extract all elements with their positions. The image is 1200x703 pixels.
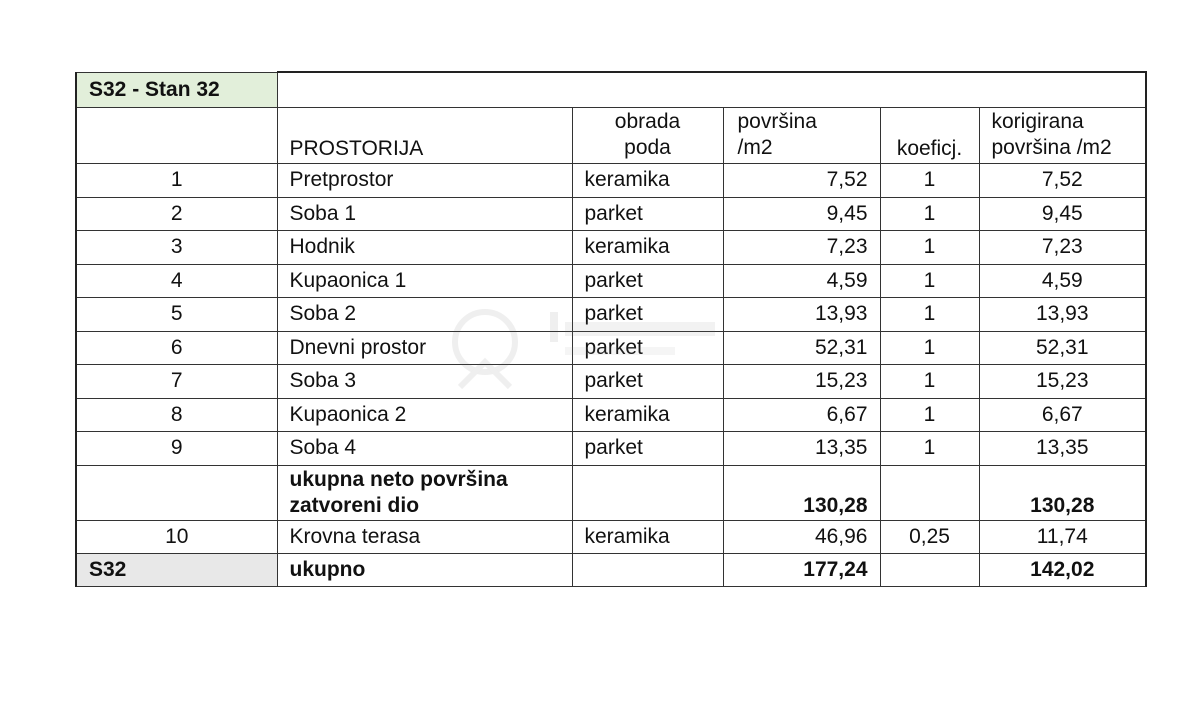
row-coef: 1 xyxy=(880,331,979,365)
subtotal-corrected: 130,28 xyxy=(979,465,1146,520)
row-room: Pretprostor xyxy=(277,164,572,198)
apartment-title: S32 - Stan 32 xyxy=(76,72,277,108)
row-corrected: 9,45 xyxy=(979,197,1146,231)
row-room: Soba 2 xyxy=(277,298,572,332)
row-number: 6 xyxy=(76,331,277,365)
row-room: Dnevni prostor xyxy=(277,331,572,365)
header-corrected xyxy=(979,108,1146,164)
row-area: 7,23 xyxy=(723,231,880,265)
total-label: ukupno xyxy=(277,554,572,587)
terrace-coef: 0,25 xyxy=(880,520,979,554)
header-number xyxy=(76,108,277,164)
row-area: 15,23 xyxy=(723,365,880,399)
row-corrected: 6,67 xyxy=(979,398,1146,432)
row-corrected: 52,31 xyxy=(979,331,1146,365)
apartment-area-table xyxy=(75,71,1145,587)
total-corrected: 142,02 xyxy=(979,554,1146,587)
row-coef: 1 xyxy=(880,164,979,198)
row-floor: keramika xyxy=(572,164,723,198)
subtotal-floor xyxy=(572,465,723,520)
row-area: 13,93 xyxy=(723,298,880,332)
row-room: Soba 4 xyxy=(277,432,572,466)
row-coef: 1 xyxy=(880,298,979,332)
table-row xyxy=(76,331,1146,365)
subtotal-label xyxy=(277,465,572,520)
subtotal-area: 130,28 xyxy=(723,465,880,520)
row-corrected: 15,23 xyxy=(979,365,1146,399)
row-coef: 1 xyxy=(880,432,979,466)
table-row xyxy=(76,264,1146,298)
title-row xyxy=(76,72,1146,108)
total-row xyxy=(76,554,1146,587)
header-area-line1: površina xyxy=(737,110,817,133)
header-corrected-line1: korigirana xyxy=(991,110,1084,133)
header-coef: koeficj. xyxy=(880,108,979,164)
row-number: 8 xyxy=(76,398,277,432)
table-row xyxy=(76,398,1146,432)
row-number: 1 xyxy=(76,164,277,198)
area-table xyxy=(75,71,1147,587)
subtotal-number xyxy=(76,465,277,520)
row-coef: 1 xyxy=(880,398,979,432)
row-number: 7 xyxy=(76,365,277,399)
row-room: Hodnik xyxy=(277,231,572,265)
total-coef xyxy=(880,554,979,587)
terrace-floor: keramika xyxy=(572,520,723,554)
row-room: Soba 3 xyxy=(277,365,572,399)
row-floor: parket xyxy=(572,298,723,332)
row-area: 9,45 xyxy=(723,197,880,231)
header-row xyxy=(76,108,1146,164)
total-area: 177,24 xyxy=(723,554,880,587)
terrace-corrected: 11,74 xyxy=(979,520,1146,554)
subtotal-coef xyxy=(880,465,979,520)
header-floor-line2: poda xyxy=(624,136,671,159)
row-number: 3 xyxy=(76,231,277,265)
row-area: 7,52 xyxy=(723,164,880,198)
row-number: 5 xyxy=(76,298,277,332)
row-corrected: 13,35 xyxy=(979,432,1146,466)
row-room: Kupaonica 1 xyxy=(277,264,572,298)
header-floor-line1: obrada xyxy=(614,110,681,133)
row-coef: 1 xyxy=(880,365,979,399)
row-coef: 1 xyxy=(880,231,979,265)
header-floor xyxy=(572,108,723,164)
row-room: Kupaonica 2 xyxy=(277,398,572,432)
row-floor: parket xyxy=(572,331,723,365)
table-row xyxy=(76,231,1146,265)
row-corrected: 4,59 xyxy=(979,264,1146,298)
terrace-number: 10 xyxy=(76,520,277,554)
table-row xyxy=(76,298,1146,332)
header-corrected-line2: površina /m2 xyxy=(991,136,1112,159)
terrace-area: 46,96 xyxy=(723,520,880,554)
table-row xyxy=(76,432,1146,466)
row-floor: parket xyxy=(572,365,723,399)
row-floor: parket xyxy=(572,432,723,466)
header-room: PROSTORIJA xyxy=(277,108,572,164)
row-corrected: 7,23 xyxy=(979,231,1146,265)
row-room: Soba 1 xyxy=(277,197,572,231)
table-row xyxy=(76,197,1146,231)
row-area: 4,59 xyxy=(723,264,880,298)
terrace-row xyxy=(76,520,1146,554)
table-row xyxy=(76,365,1146,399)
header-area xyxy=(723,108,880,164)
row-floor: keramika xyxy=(572,398,723,432)
header-area-line2: /m2 xyxy=(737,136,773,159)
row-coef: 1 xyxy=(880,197,979,231)
total-floor xyxy=(572,554,723,587)
title-blank xyxy=(277,72,1146,108)
row-floor: parket xyxy=(572,264,723,298)
row-area: 6,67 xyxy=(723,398,880,432)
row-area: 13,35 xyxy=(723,432,880,466)
row-number: 4 xyxy=(76,264,277,298)
table-row xyxy=(76,164,1146,198)
subtotal-label-line2: zatvoreni dio xyxy=(289,493,420,517)
total-code: S32 xyxy=(76,554,277,587)
row-number: 2 xyxy=(76,197,277,231)
row-corrected: 13,93 xyxy=(979,298,1146,332)
row-area: 52,31 xyxy=(723,331,880,365)
subtotal-row xyxy=(76,465,1146,520)
row-coef: 1 xyxy=(880,264,979,298)
terrace-room: Krovna terasa xyxy=(277,520,572,554)
row-number: 9 xyxy=(76,432,277,466)
row-floor: keramika xyxy=(572,231,723,265)
row-corrected: 7,52 xyxy=(979,164,1146,198)
row-floor: parket xyxy=(572,197,723,231)
subtotal-label-line1: ukupna neto površina xyxy=(289,467,508,491)
